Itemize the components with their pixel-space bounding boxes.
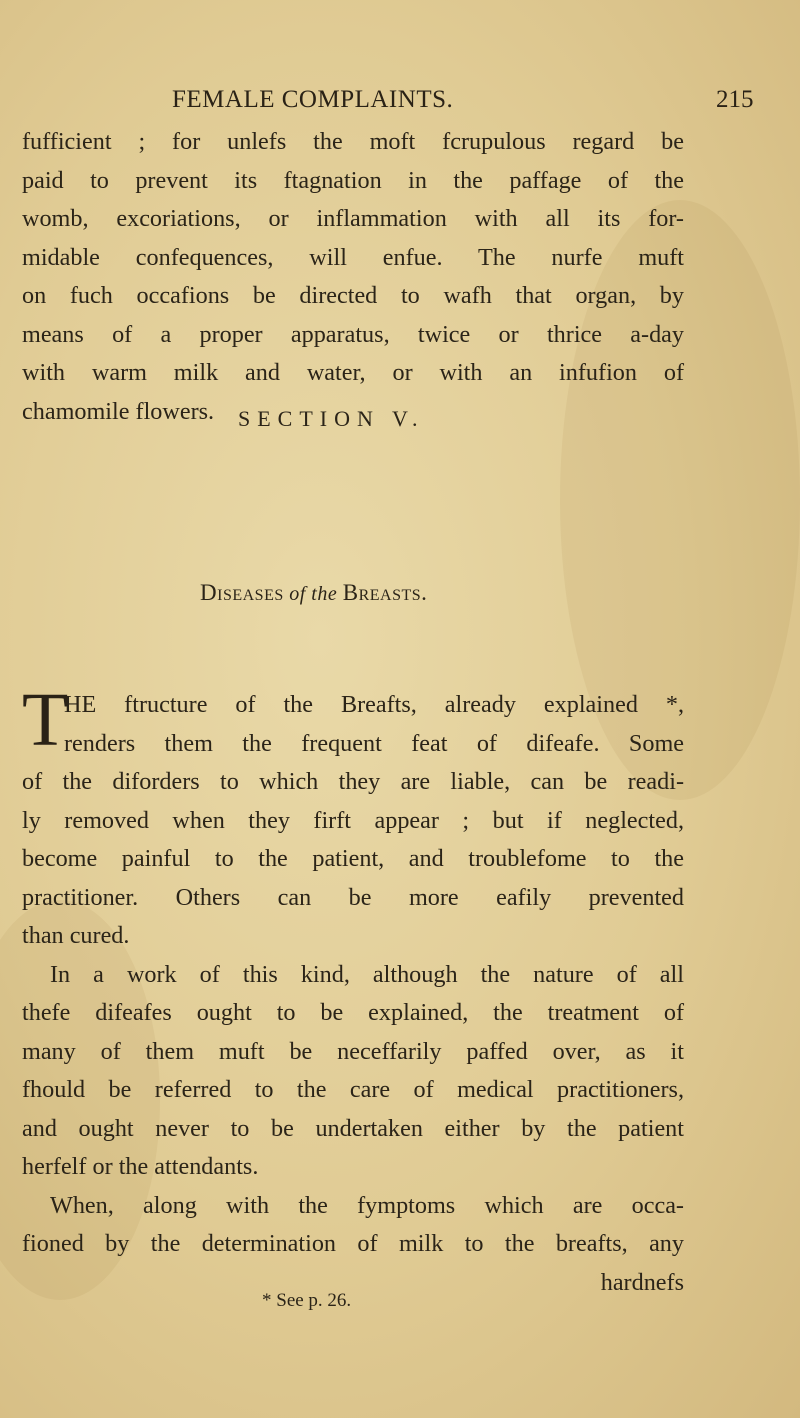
text-line: renders them the frequent feat of difeafe. Some <box>64 729 684 757</box>
text-line: chamomile flowers. <box>22 397 215 425</box>
text-line: womb, excoriations, or inflammation with all its for- <box>22 205 684 232</box>
subheading-diseases: Diseases <box>200 580 284 605</box>
paragraph-continued <box>22 123 684 431</box>
text-line: with warm milk and water, or with an infufion of <box>22 359 684 386</box>
text-line: on fuch occafions be directed to wafh that organ, by <box>22 282 684 309</box>
text-line: many of them muft be neceffarily paffed over, as it <box>22 1037 684 1065</box>
section-heading: SECTION V. <box>238 406 425 431</box>
catchword: hardnefs <box>600 1268 684 1296</box>
text-line: than cured. <box>22 922 130 949</box>
text-line: herfelf or the attendants. <box>22 1153 259 1180</box>
section-subheading <box>200 580 427 606</box>
subheading-of-the: of the <box>289 583 338 605</box>
text-line: In a work of this kind, although the nature of all <box>50 960 684 988</box>
text-line: ly removed when they firft appear ; but if neglected, <box>22 806 684 834</box>
drop-cap: T <box>22 678 69 762</box>
text-line: thefe difeafes ought to be explained, the treatment of <box>22 999 684 1026</box>
text-line: When, along with the fymptoms which are occa- <box>50 1191 684 1219</box>
text-line: midable confequences, will enfue. The nurfe muft <box>22 243 684 271</box>
breasts-section-body <box>22 678 684 1302</box>
subheading-breasts: Breasts. <box>342 580 428 605</box>
footnote: * See p. 26. <box>262 1290 352 1311</box>
text-line: fufficient ; for unlefs the moft fcrupulous regard be <box>22 128 684 155</box>
page-number: 215 <box>716 86 754 113</box>
text-line: practitioner. Others can be more eafily prevented <box>22 883 684 911</box>
text-line: of the diforders to which they are liable, can be readi- <box>22 768 684 795</box>
text-line: fioned by the determination of milk to the breafts, any <box>22 1230 684 1257</box>
text-line: fhould be referred to the care of medical practitioners, <box>22 1076 684 1103</box>
text-line: become painful to the patient, and troublefome to the <box>22 845 684 872</box>
text-line: HE ftructure of the Breafts, already explained *, <box>64 691 684 718</box>
text-line: means of a proper apparatus, twice or thrice a-day <box>22 320 684 348</box>
running-title: FEMALE COMPLAINTS. <box>172 86 454 113</box>
text-line: paid to prevent its ftagnation in the paffage of the <box>22 166 684 194</box>
text-line: and ought never to be undertaken either by the patient <box>22 1114 684 1142</box>
